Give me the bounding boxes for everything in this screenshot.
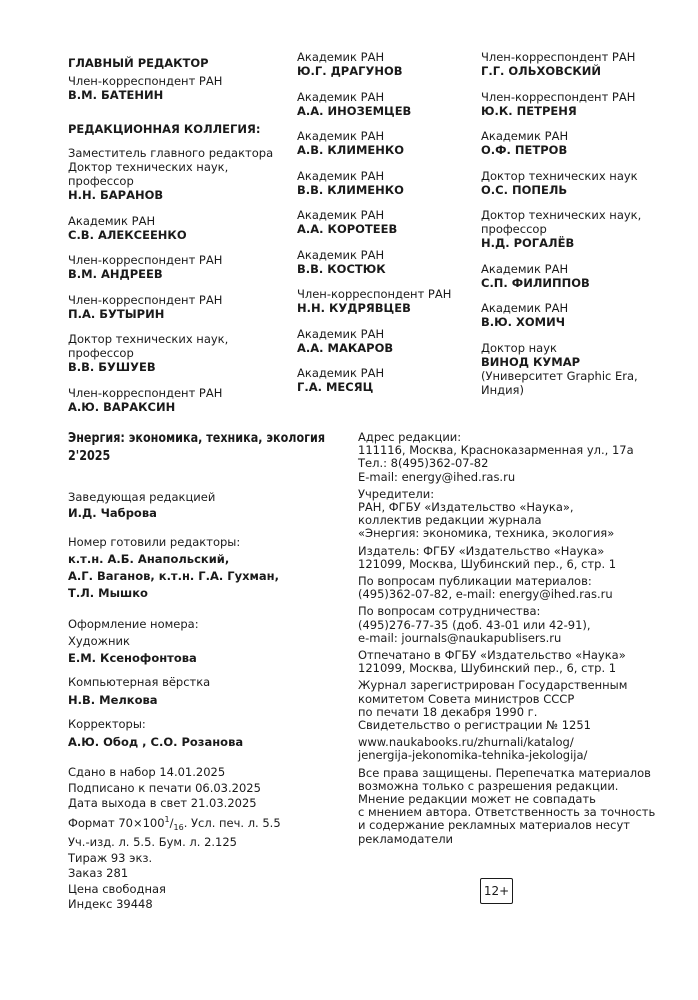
member-role: Доктор наук — [481, 340, 557, 355]
member-role: Академик РАН — [481, 301, 569, 315]
member-role: профессор — [68, 346, 134, 360]
board-member — [481, 301, 681, 329]
issue-editors-line: Т.Л. Мышко — [68, 586, 148, 600]
board-member — [68, 253, 288, 281]
board-member — [297, 248, 477, 276]
address-line: Журнал зарегистрирован Государственным — [358, 678, 628, 693]
member-name: В.В. КОСТЮК — [297, 261, 386, 276]
member-name: Н.Д. РОГАЛЁВ — [481, 236, 575, 250]
member-role: Член-корреспондент РАН — [481, 89, 636, 104]
board-member — [68, 214, 288, 242]
publisher — [358, 545, 658, 571]
age-rating-badge: 12+ — [480, 878, 513, 904]
notice-line: Все права защищены. Перепечатка материалов — [358, 765, 651, 780]
imprint-line: Дата выхода в свет 21.03.2025 — [68, 796, 257, 810]
imprint-line: Заказ 281 — [68, 866, 129, 881]
address-line: Отпечатано в ФГБУ «Издательство «Наука» — [358, 648, 626, 663]
member-name: Ю.Г. ДРАГУНОВ — [297, 64, 403, 78]
design-section — [68, 616, 338, 667]
address-line: (495)276-77-35 (доб. 43-01 или 42-91), — [358, 617, 591, 632]
notice-line: с мнением автора. Ответственность за точность — [358, 805, 656, 820]
imprint-line: Уч.-изд. л. 5.5. Бум. л. 2.125 — [68, 835, 237, 850]
member-role: Член-корреспондент РАН — [481, 50, 636, 64]
member-role: Член-корреспондент РАН — [68, 292, 223, 307]
board-member — [481, 129, 681, 157]
artist-name: Е.М. Ксенофонтова — [68, 651, 197, 665]
member-name: С.В. АЛЕКСЕЕНКО — [68, 227, 187, 242]
issue-editors — [68, 534, 338, 602]
member-role: Доктор технических наук, — [481, 208, 642, 222]
member-name: О.Ф. ПЕТРОВ — [481, 143, 568, 157]
member-role: Академик РАН — [297, 168, 385, 183]
notice-line: возможна только с разрешения редакции. — [358, 778, 619, 793]
board-member — [68, 386, 288, 414]
address-line: 121099, Москва, Шубинский пер., 6, стр. 1 — [358, 661, 617, 676]
member-name: Г.А. МЕСЯЦ — [297, 380, 374, 394]
member-role: Член-корреспондент РАН — [68, 74, 223, 88]
registration — [358, 679, 658, 732]
member-name: О.С. ПОПЕЛЬ — [481, 182, 568, 197]
member-affiliation: Индия) — [481, 382, 524, 397]
member-role: Академик РАН — [297, 326, 385, 341]
member-role: профессор — [68, 174, 134, 188]
address-line: коллектив редакции журнала — [358, 513, 542, 528]
imprint-section — [68, 765, 338, 913]
board-member — [297, 208, 477, 236]
member-role: Академик РАН — [68, 213, 156, 228]
editorial-address — [358, 431, 658, 484]
editorial-column-2 — [297, 50, 477, 406]
member-name: А.В. КЛИМЕНКО — [297, 143, 405, 157]
member-role: Академик РАН — [297, 129, 385, 143]
journal-issue: 2'2025 — [68, 449, 111, 464]
member-name: П.А. БУТЫРИН — [68, 306, 165, 321]
proofreaders-section — [68, 715, 338, 751]
journal-title: Энергия: экономика, техника, экология — [68, 431, 326, 446]
member-role: Член-корреспондент РАН — [68, 253, 223, 267]
address-line: E-mail: energy@ihed.ras.ru — [358, 469, 516, 484]
member-name: ВИНОД КУМАР — [481, 354, 581, 369]
artist-label: Художник — [68, 634, 130, 648]
board-member — [297, 90, 477, 118]
member-name: В.Ю. ХОМИЧ — [481, 315, 566, 329]
member-role: Доктор технических наук, — [68, 160, 229, 174]
address-line: Издатель: ФГБУ «Издательство «Наука» — [358, 543, 605, 558]
member-role: Академик РАН — [297, 208, 385, 222]
cooperation-contacts — [358, 605, 658, 645]
member-role: профессор — [481, 222, 547, 236]
address-line: Свидетельство о регистрации № 1251 — [358, 718, 591, 733]
imprint-line: Цена свободная — [68, 881, 166, 896]
member-role: Заместитель главного редактора — [68, 146, 274, 160]
proofreaders-names: А.Ю. Обод , С.О. Розанова — [68, 735, 244, 749]
notice-line: рекламодатели — [358, 831, 454, 846]
address-line: 111116, Москва, Красноказарменная ул., 17а — [358, 443, 634, 458]
member-role: Академик РАН — [297, 247, 385, 262]
member-role: Доктор технических наук — [481, 168, 638, 183]
board-member — [68, 293, 288, 321]
board-member — [297, 50, 477, 78]
editorial-head-name: И.Д. Чаброва — [68, 506, 157, 520]
address-line: e-mail: journals@naukapublisers.ru — [358, 630, 562, 645]
journal-info-block — [68, 430, 338, 913]
format-text: Формат 70×100 — [68, 815, 165, 830]
editorial-board-heading: РЕДАКЦИОННАЯ КОЛЛЕГИЯ: — [68, 122, 261, 136]
member-name: С.П. ФИЛИППОВ — [481, 275, 590, 290]
board-member — [297, 366, 477, 394]
founders — [358, 488, 658, 541]
member-role: Академик РАН — [481, 129, 569, 143]
member-role: Академик РАН — [297, 366, 385, 380]
issue-editors-line: А.Г. Ваганов, к.т.н. Г.А. Гухман, — [68, 569, 279, 583]
printed-at — [358, 649, 658, 675]
board-member — [481, 208, 681, 250]
member-name: А.А. МАКАРОВ — [297, 340, 394, 355]
imprint-line: Индекс 39448 — [68, 897, 153, 912]
imprint-line: Тираж 93 экз. — [68, 850, 153, 865]
notice-line: и содержание рекламных материалов несут — [358, 818, 630, 833]
address-block — [358, 431, 658, 850]
member-name: А.А. ИНОЗЕМЦЕВ — [297, 103, 412, 118]
member-affiliation: (Университет Graphic Era, — [481, 368, 638, 383]
editorial-column-1 — [68, 56, 288, 425]
board-member — [68, 146, 288, 202]
layout-name: Н.В. Мелкова — [68, 693, 158, 707]
address-line: «Энергия: экономика, техника, экология» — [358, 526, 615, 541]
member-name: В.В. КЛИМЕНКО — [297, 182, 404, 197]
address-line: По вопросам публикации материалов: — [358, 574, 592, 589]
issue-editors-line: к.т.н. А.Б. Анапольский, — [68, 552, 230, 566]
board-member — [481, 169, 681, 197]
board-member — [481, 341, 681, 397]
notice-line: Мнение редакции может не совпадать — [358, 792, 596, 807]
chief-editor-heading: ГЛАВНЫЙ РЕДАКТОР — [68, 56, 209, 70]
member-role: Член-корреспондент РАН — [68, 385, 223, 400]
address-line: Адрес редакции: — [358, 430, 462, 444]
board-member — [68, 332, 288, 374]
catalog-url-line: jenergija-jekonomika-tehnika-jekologija/ — [358, 748, 588, 763]
member-name: Н.Н. БАРАНОВ — [68, 188, 164, 202]
design-label: Оформление номера: — [68, 617, 199, 631]
member-name: Ю.К. ПЕТРЕНЯ — [481, 103, 577, 118]
catalog-link — [358, 736, 658, 762]
issue-editors-label: Номер готовили редакторы: — [68, 535, 241, 549]
member-name: В.В. БУШУЕВ — [68, 360, 156, 374]
member-name: А.Ю. ВАРАКСИН — [68, 399, 176, 414]
member-name: Н.Н. КУДРЯВЦЕВ — [297, 301, 411, 315]
member-role: Член-корреспондент РАН — [297, 287, 452, 301]
member-role: Академик РАН — [297, 50, 385, 64]
editorial-head — [68, 490, 338, 520]
member-name: Г.Г. ОЛЬХОВСКИЙ — [481, 64, 601, 78]
address-line: Тел.: 8(495)362-07-82 — [358, 456, 489, 471]
board-member — [297, 287, 477, 315]
imprint-format-line: Формат $70\times 100^1/_{16}$. Усл. печ. л. 5.5 — [68, 814, 281, 832]
member-name: В.М. БАТЕНИН — [68, 88, 164, 102]
board-member — [481, 262, 681, 290]
address-line: (495)362-07-82, e-mail: energy@ihed.ras.ru — [358, 587, 613, 602]
layout-section — [68, 673, 338, 709]
imprint-line: Подписано к печати 06.03.2025 — [68, 780, 261, 795]
address-line: комитетом Совета министров СССР — [358, 691, 575, 706]
proofreaders-label: Корректоры: — [68, 717, 146, 731]
board-member — [297, 327, 477, 355]
layout-label: Компьютерная вёрстка — [68, 675, 211, 689]
address-line: 121099, Москва, Шубинский пер., 6, стр. 1 — [358, 556, 617, 571]
member-name: В.М. АНДРЕЕВ — [68, 267, 163, 281]
address-line: по печати 18 декабря 1990 г. — [358, 704, 538, 719]
imprint-line: Сдано в набор 14.01.2025 — [68, 765, 226, 779]
member-role: Академик РАН — [481, 261, 569, 276]
board-member — [297, 169, 477, 197]
member-name: А.А. КОРОТЕЕВ — [297, 222, 398, 236]
board-member — [297, 129, 477, 157]
board-member — [481, 50, 681, 78]
member-role: Академик РАН — [297, 89, 385, 104]
format-numerator: 1 — [164, 814, 170, 824]
copyright-notice — [358, 767, 658, 846]
chief-editor-entry — [68, 74, 288, 102]
publication-contacts — [358, 575, 658, 601]
format-text-tail: . Усл. печ. л. 5.5 — [183, 815, 281, 830]
address-line: Учредители: — [358, 486, 435, 501]
address-line: РАН, ФГБУ «Издательство «Наука», — [358, 500, 574, 515]
catalog-url-line: www.naukabooks.ru/zhurnali/katalog/ — [358, 735, 574, 750]
board-member — [481, 90, 681, 118]
member-role: Доктор технических наук, — [68, 332, 229, 346]
format-denominator: 16 — [173, 822, 184, 832]
editorial-column-3 — [481, 50, 681, 408]
editorial-head-label: Заведующая редакцией — [68, 490, 216, 504]
address-line: По вопросам сотрудничества: — [358, 604, 541, 619]
